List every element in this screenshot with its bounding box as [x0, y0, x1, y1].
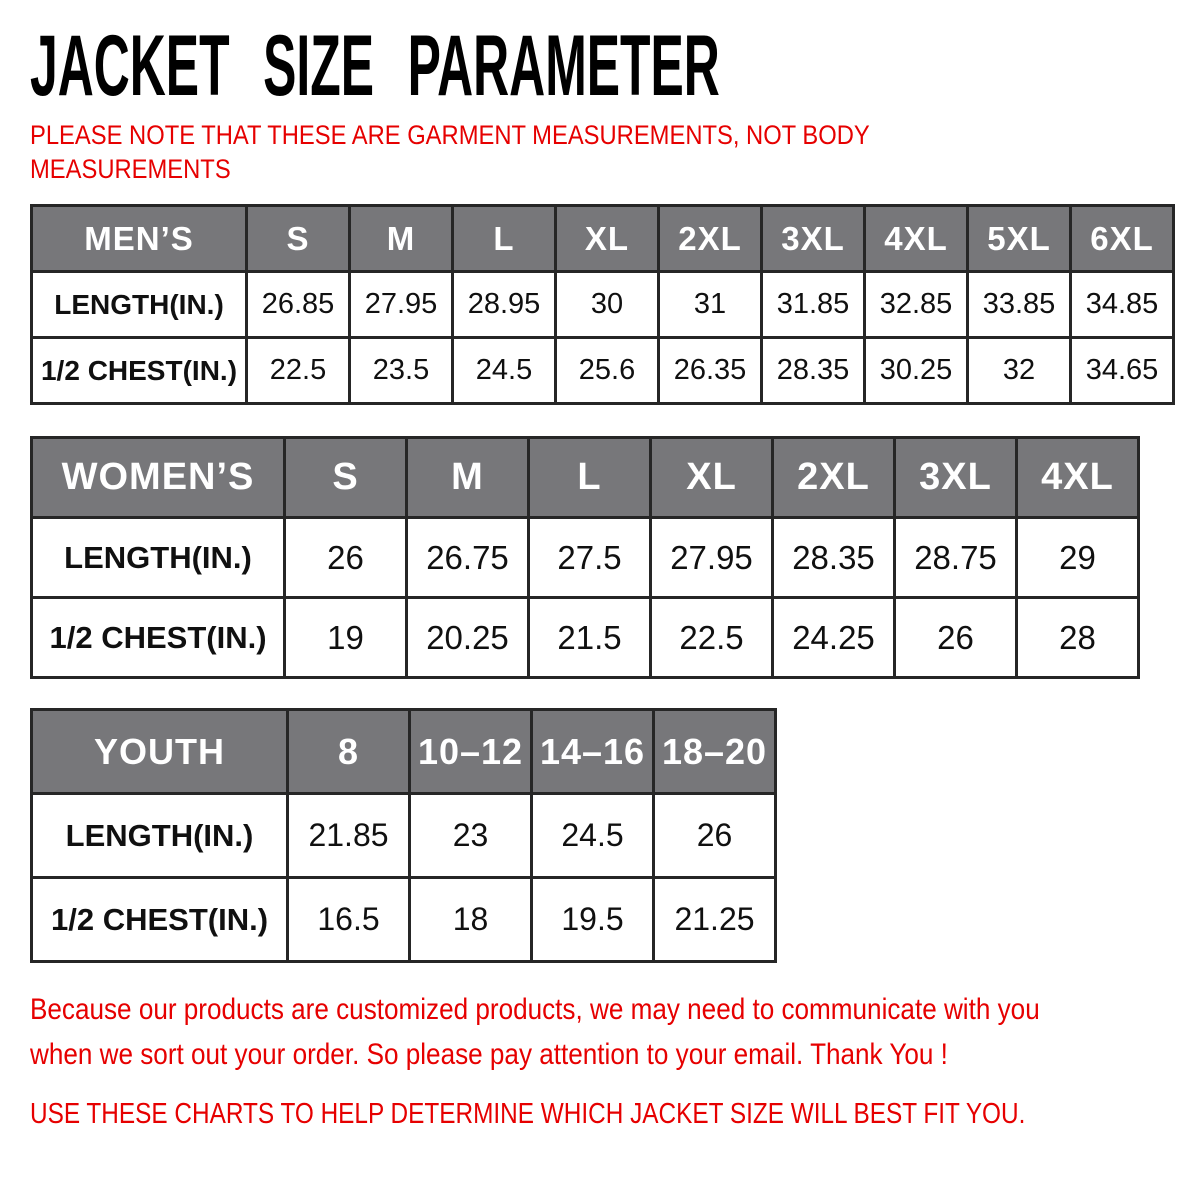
womens-data-row-1: [32, 598, 1139, 678]
womens-size-header-5: 3XL: [895, 438, 1017, 518]
youth-value-0-3: 26: [654, 794, 776, 878]
mens-value-1-1: 23.5: [350, 338, 453, 404]
mens-value-1-8: 34.65: [1071, 338, 1174, 404]
mens-data-row-0: [32, 272, 1174, 338]
womens-table-title-cell: WOMEN’S: [32, 438, 285, 518]
womens-size-header-3: XL: [651, 438, 773, 518]
mens-value-1-2: 24.5: [453, 338, 556, 404]
mens-size-header-5: 3XL: [762, 206, 865, 272]
youth-value-1-1: 18: [410, 878, 532, 962]
mens-value-0-8: 34.85: [1071, 272, 1174, 338]
mens-value-1-0: 22.5: [247, 338, 350, 404]
womens-value-0-4: 28.35: [773, 518, 895, 598]
youth-value-1-0: 16.5: [288, 878, 410, 962]
womens-value-0-6: 29: [1017, 518, 1139, 598]
womens-size-header-0: S: [285, 438, 407, 518]
footer-communication-note-line1: Because our products are customized products, we may need to communicate with you: [30, 993, 1040, 1026]
garment-measurement-note-line2: MEASUREMENTS: [30, 154, 231, 184]
womens-header-row: [32, 438, 1139, 518]
youth-size-header-1: 10–12: [410, 710, 532, 794]
footer-usage-note: [30, 1095, 1172, 1133]
mens-value-0-5: 31.85: [762, 272, 865, 338]
mens-table-title-cell: MEN’S: [32, 206, 247, 272]
womens-value-0-2: 27.5: [529, 518, 651, 598]
mens-value-0-0: 26.85: [247, 272, 350, 338]
footer-communication-note: [30, 987, 1172, 1077]
womens-value-1-4: 24.25: [773, 598, 895, 678]
mens-size-header-1: M: [350, 206, 453, 272]
youth-value-1-2: 19.5: [532, 878, 654, 962]
mens-size-header-0: S: [247, 206, 350, 272]
mens-size-header-4: 2XL: [659, 206, 762, 272]
womens-value-0-1: 26.75: [407, 518, 529, 598]
womens-value-1-3: 22.5: [651, 598, 773, 678]
mens-value-0-1: 27.95: [350, 272, 453, 338]
mens-value-0-4: 31: [659, 272, 762, 338]
page-title: JACKET SIZE PARAMETER: [30, 18, 720, 114]
youth-value-0-1: 23: [410, 794, 532, 878]
mens-value-1-3: 25.6: [556, 338, 659, 404]
youth-row-label-0: LENGTH(IN.): [32, 794, 288, 878]
mens-size-header-3: XL: [556, 206, 659, 272]
womens-value-1-1: 20.25: [407, 598, 529, 678]
youth-size-header-2: 14–16: [532, 710, 654, 794]
mens-value-1-6: 30.25: [865, 338, 968, 404]
mens-size-header-7: 5XL: [968, 206, 1071, 272]
youth-size-header-3: 18–20: [654, 710, 776, 794]
mens-size-header-8: 6XL: [1071, 206, 1174, 272]
mens-size-header-6: 4XL: [865, 206, 968, 272]
youth-value-0-2: 24.5: [532, 794, 654, 878]
womens-value-1-0: 19: [285, 598, 407, 678]
womens-size-table: [30, 436, 1140, 679]
footer-usage-note-line: USE THESE CHARTS TO HELP DETERMINE WHICH JACKET SIZE WILL BEST FIT YOU.: [30, 1098, 1026, 1130]
youth-table-title-cell: YOUTH: [32, 710, 288, 794]
womens-size-header-2: L: [529, 438, 651, 518]
mens-size-header-2: L: [453, 206, 556, 272]
womens-value-1-2: 21.5: [529, 598, 651, 678]
womens-data-row-0: [32, 518, 1139, 598]
mens-value-0-3: 30: [556, 272, 659, 338]
mens-value-1-5: 28.35: [762, 338, 865, 404]
mens-value-1-7: 32: [968, 338, 1071, 404]
mens-value-0-7: 33.85: [968, 272, 1071, 338]
womens-value-1-6: 28: [1017, 598, 1139, 678]
womens-value-0-3: 27.95: [651, 518, 773, 598]
womens-size-header-4: 2XL: [773, 438, 895, 518]
mens-row-label-1: 1/2 CHEST(IN.): [32, 338, 247, 404]
mens-row-label-0: LENGTH(IN.): [32, 272, 247, 338]
garment-measurement-note-line1: PLEASE NOTE THAT THESE ARE GARMENT MEASUREMENTS, NOT BODY: [30, 120, 870, 150]
mens-data-row-1: [32, 338, 1174, 404]
mens-header-row: [32, 206, 1174, 272]
womens-size-header-1: M: [407, 438, 529, 518]
mens-size-table: [30, 204, 1175, 405]
youth-row-label-1: 1/2 CHEST(IN.): [32, 878, 288, 962]
youth-data-row-0: [32, 794, 776, 878]
womens-row-label-1: 1/2 CHEST(IN.): [32, 598, 285, 678]
youth-value-1-3: 21.25: [654, 878, 776, 962]
womens-value-1-5: 26: [895, 598, 1017, 678]
womens-value-0-0: 26: [285, 518, 407, 598]
mens-value-0-6: 32.85: [865, 272, 968, 338]
youth-size-table: [30, 708, 777, 963]
mens-value-0-2: 28.95: [453, 272, 556, 338]
footer-communication-note-line2: when we sort out your order. So please pay attention to your email. Thank You !: [30, 1038, 948, 1071]
garment-measurement-note: [30, 118, 1172, 186]
youth-size-header-0: 8: [288, 710, 410, 794]
youth-data-row-1: [32, 878, 776, 962]
womens-value-0-5: 28.75: [895, 518, 1017, 598]
mens-value-1-4: 26.35: [659, 338, 762, 404]
size-tables: [30, 204, 1172, 963]
youth-value-0-0: 21.85: [288, 794, 410, 878]
womens-row-label-0: LENGTH(IN.): [32, 518, 285, 598]
youth-header-row: [32, 710, 776, 794]
womens-size-header-6: 4XL: [1017, 438, 1139, 518]
